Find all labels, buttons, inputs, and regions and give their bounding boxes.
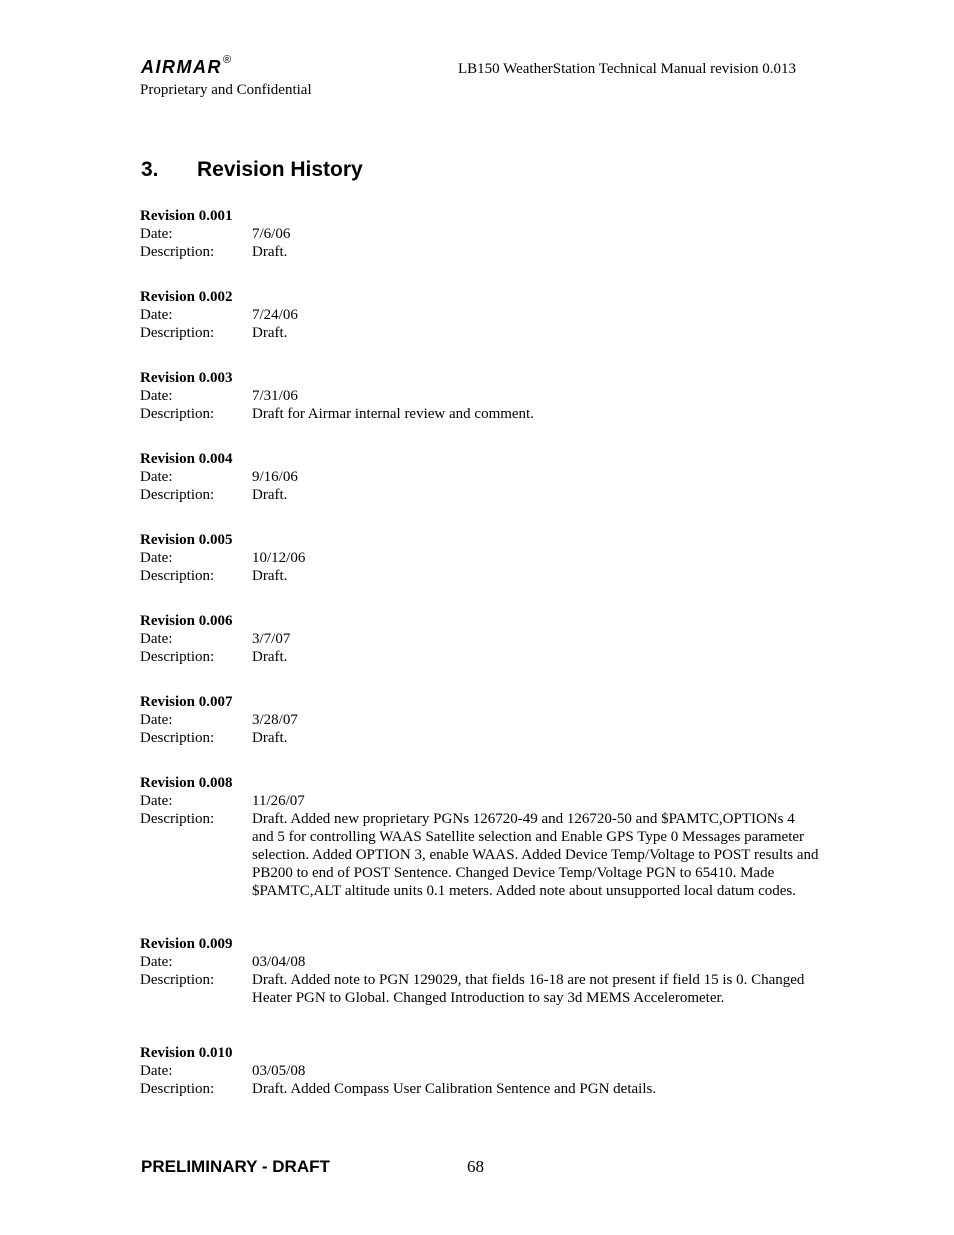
date-label: Date:	[140, 307, 173, 323]
date-label: Date:	[140, 954, 173, 970]
revision-title: Revision 0.004	[140, 451, 233, 467]
revision-date: 3/7/07	[252, 631, 291, 647]
revision-title: Revision 0.009	[140, 936, 233, 952]
revision-entry-0008	[140, 774, 820, 900]
revision-date: 9/16/06	[252, 469, 298, 485]
revision-entry-0007	[140, 693, 820, 747]
revision-title: Revision 0.001	[140, 208, 233, 224]
revision-description: Draft.	[252, 487, 288, 503]
date-label: Date:	[140, 712, 173, 728]
revision-date: 7/24/06	[252, 307, 298, 323]
revision-description: Draft. Added Compass User Calibration Sentence and PGN details.	[252, 1081, 657, 1097]
description-label: Description:	[140, 568, 215, 584]
revision-date: 03/05/08	[252, 1063, 306, 1079]
section-title: Revision History	[197, 158, 363, 181]
description-label: Description:	[140, 244, 215, 260]
revision-description: Draft.	[252, 568, 288, 584]
confidentiality-note: Proprietary and Confidential	[140, 82, 312, 98]
airmar-logo	[141, 54, 233, 78]
date-label: Date:	[140, 793, 173, 809]
revision-description: Draft.	[252, 325, 288, 341]
description-label: Description:	[140, 649, 215, 665]
revision-title: Revision 0.006	[140, 613, 233, 629]
description-label: Description:	[140, 406, 215, 422]
revision-date: 11/26/07	[252, 793, 305, 809]
description-label: Description:	[140, 811, 215, 827]
revision-title: Revision 0.008	[140, 775, 233, 791]
description-label: Description:	[140, 487, 215, 503]
revision-description: Draft. Added new proprietary PGNs 126720-49 and 126720-50 and $PAMTC,OPTIONs 4 and 5 for controlling WAAS Satellite selection and Enable GPS Type 0 Messages parameter selection. Added OPTION 3, enable WAAS. Added Device Temp/Voltage to POST results and PB200 to end of POST Sentence. Changed Device Temp/Voltage PGN to 65410. Made $PAMTC,ALT altitude units 0.1 meters. Added note about unsupported local datum codes.	[252, 811, 819, 899]
revision-description: Draft. Added note to PGN 129029, that fields 16-18 are not present if field 15 is 0. Changed Heater PGN to Global. Changed Introduction to say 3d MEMS Accelerometer.	[252, 972, 805, 1006]
revision-title: Revision 0.002	[140, 289, 233, 305]
date-label: Date:	[140, 469, 173, 485]
revision-entry-0004	[140, 450, 820, 504]
description-label: Description:	[140, 325, 215, 341]
revision-title: Revision 0.007	[140, 694, 233, 710]
revision-entry-0001	[140, 207, 820, 261]
revision-entry-0006	[140, 612, 820, 666]
description-label: Description:	[140, 1081, 215, 1097]
revision-entry-0003	[140, 369, 820, 423]
page-number: 68	[467, 1157, 484, 1176]
draft-status: PRELIMINARY - DRAFT	[141, 1157, 330, 1176]
description-label: Description:	[140, 972, 215, 988]
revision-title: Revision 0.005	[140, 532, 233, 548]
revision-title: Revision 0.003	[140, 370, 233, 386]
date-label: Date:	[140, 226, 173, 242]
date-label: Date:	[140, 388, 173, 404]
revision-date: 03/04/08	[252, 954, 306, 970]
revision-description: Draft.	[252, 244, 288, 260]
revision-entry-0010	[140, 1044, 820, 1098]
document-title: LB150 WeatherStation Technical Manual revision 0.013	[458, 61, 796, 77]
date-label: Date:	[140, 631, 173, 647]
revision-entry-0005	[140, 531, 820, 585]
revision-description: Draft.	[252, 649, 288, 665]
revision-entry-0002	[140, 288, 820, 342]
date-label: Date:	[140, 550, 173, 566]
logo-text: AIRMAR	[141, 57, 222, 77]
revision-description: Draft.	[252, 730, 288, 746]
revision-date: 7/31/06	[252, 388, 298, 404]
section-number: 3.	[141, 158, 159, 181]
revision-date: 3/28/07	[252, 712, 298, 728]
revision-entry-0009	[140, 935, 820, 1007]
registered-mark: ®	[223, 54, 233, 66]
description-label: Description:	[140, 730, 215, 746]
date-label: Date:	[140, 1063, 173, 1079]
revision-date: 10/12/06	[252, 550, 306, 566]
revision-title: Revision 0.010	[140, 1045, 233, 1061]
revision-date: 7/6/06	[252, 226, 291, 242]
revision-description: Draft for Airmar internal review and comment.	[252, 406, 534, 422]
